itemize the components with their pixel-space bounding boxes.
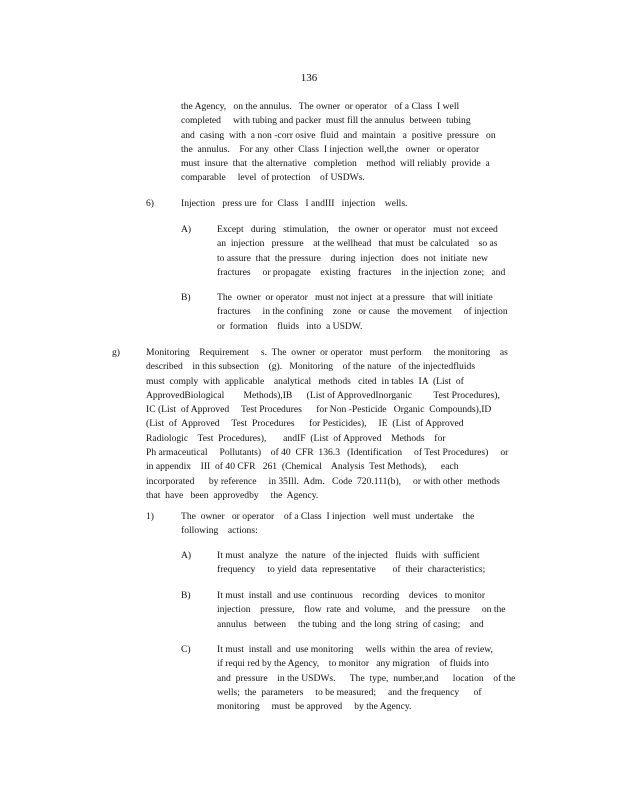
text-line: Except during stimulation, the owner or operator must not exceed [217,224,498,235]
text-line: or formation fluids into a USDW. [217,320,363,332]
text-line: described in this subsection (g). Monitoring of the nature of the injectedfluids [146,361,476,373]
text-line: and pressure in the USDWs. The type, number,and location of the [217,672,516,684]
text-line: in appendix III of 40 CFR 261 (Chemical Analysis Test Methods), each [146,461,459,473]
item-6b-paragraph [217,291,539,334]
item-6-label: 6) [146,198,154,209]
text-line: IC (List of Approved Test Procedures for Non -Pesticide Organic Compounds),ID [146,404,492,416]
item-g1c-label: C) [181,644,191,655]
item-6b-label: B) [181,292,191,303]
text-line: comparable level of protection of USDWs. [181,172,365,184]
text-line: fractures or propagate existing fractures in the injection zone; and [217,266,506,278]
text-line: It must install and use continuous recording devices to monitor [217,590,486,601]
item-6a-paragraph [217,223,539,280]
text-line: ApprovedBiological Methods),IB (List of ApprovedInorganic Test Procedures), [146,389,500,401]
text-line: injection pressure, flow rate and volume, and the pressure on the [217,604,506,616]
item-g-paragraph [146,346,540,503]
text-line: It must install and use monitoring wells within the area of review, [217,644,493,655]
item-g1b-label: B) [181,590,191,601]
page-number: 136 [300,72,318,84]
text-line: to assure that the pressure during injection does not initiate new [217,252,488,264]
text-line: an injection pressure at the wellhead that must be calculated so as [217,238,498,250]
text-line: The owner or operator must not inject at a pressure that will initiate [217,292,493,303]
text-line: fractures in the confining zone or cause the movement of injection [217,306,508,318]
item-g-label: g) [112,347,120,358]
text-line: It must analyze the nature of the injected fluids with sufficient [217,550,480,561]
text-line: The owner or operator of a Class I injection well must undertake the [181,511,475,522]
text-line: and casing with a non -corr osive fluid and maintain a positive pressure on [181,129,496,141]
item-6a-label: A) [181,224,192,235]
item-g1-label: 1) [146,511,154,522]
text-line: Radiologic Test Procedures), andIF (List of Approved Methods for [146,432,446,444]
item-g1c-paragraph [217,643,539,714]
item-g1a-label: A) [181,550,192,561]
text-line: following actions: [181,525,258,537]
item-6-heading [181,197,538,211]
text-line: annulus between the tubing and the long string of casing; and [217,618,484,630]
text-line: Ph armaceutical Pollutants) of 40 CFR 136.3 (Identification of Test Procedures) or [146,447,509,459]
text-line: incorporated by reference in 35Ill. Adm. Code 720.111(b), or with other methods [146,475,500,487]
text-line: the Agency, on the annulus. The owner or operator of a Class I well [181,101,460,112]
text-line: must comply with applicable analytical methods cited in tables IA (List of [146,375,464,387]
text-line: that have been approvedby the Agency. [146,489,319,501]
text-line: the annulus. For any other Class I injection well,the owner or operator [181,143,480,155]
text-line: completed with tubing and packer must fill the annulus between tubing [181,115,471,127]
text-line: Injection press ure for Class I andIII injection wells. [181,198,408,209]
item-g1b-paragraph [217,589,539,632]
text-line: wells; the parameters to be measured; and the frequency of [217,686,482,698]
text-line: if requi red by the Agency, to monitor any migration of fluids into [217,658,489,670]
item-g1-paragraph [181,510,538,539]
text-line: must insure that the alternative completion method will reliably provide a [181,158,490,170]
text-line: monitoring must be approved by the Agency. [217,701,412,713]
text-line: frequency to yield data representative of their characteristics; [217,564,486,576]
continuation-paragraph [181,100,538,186]
text-line: (List of Approved Test Procedures for Pesticides), IE (List of Approved [146,418,464,430]
item-g1a-paragraph [217,549,539,578]
text-line: Monitoring Requirement s. The owner or operator must perform the monitoring as [146,347,508,358]
